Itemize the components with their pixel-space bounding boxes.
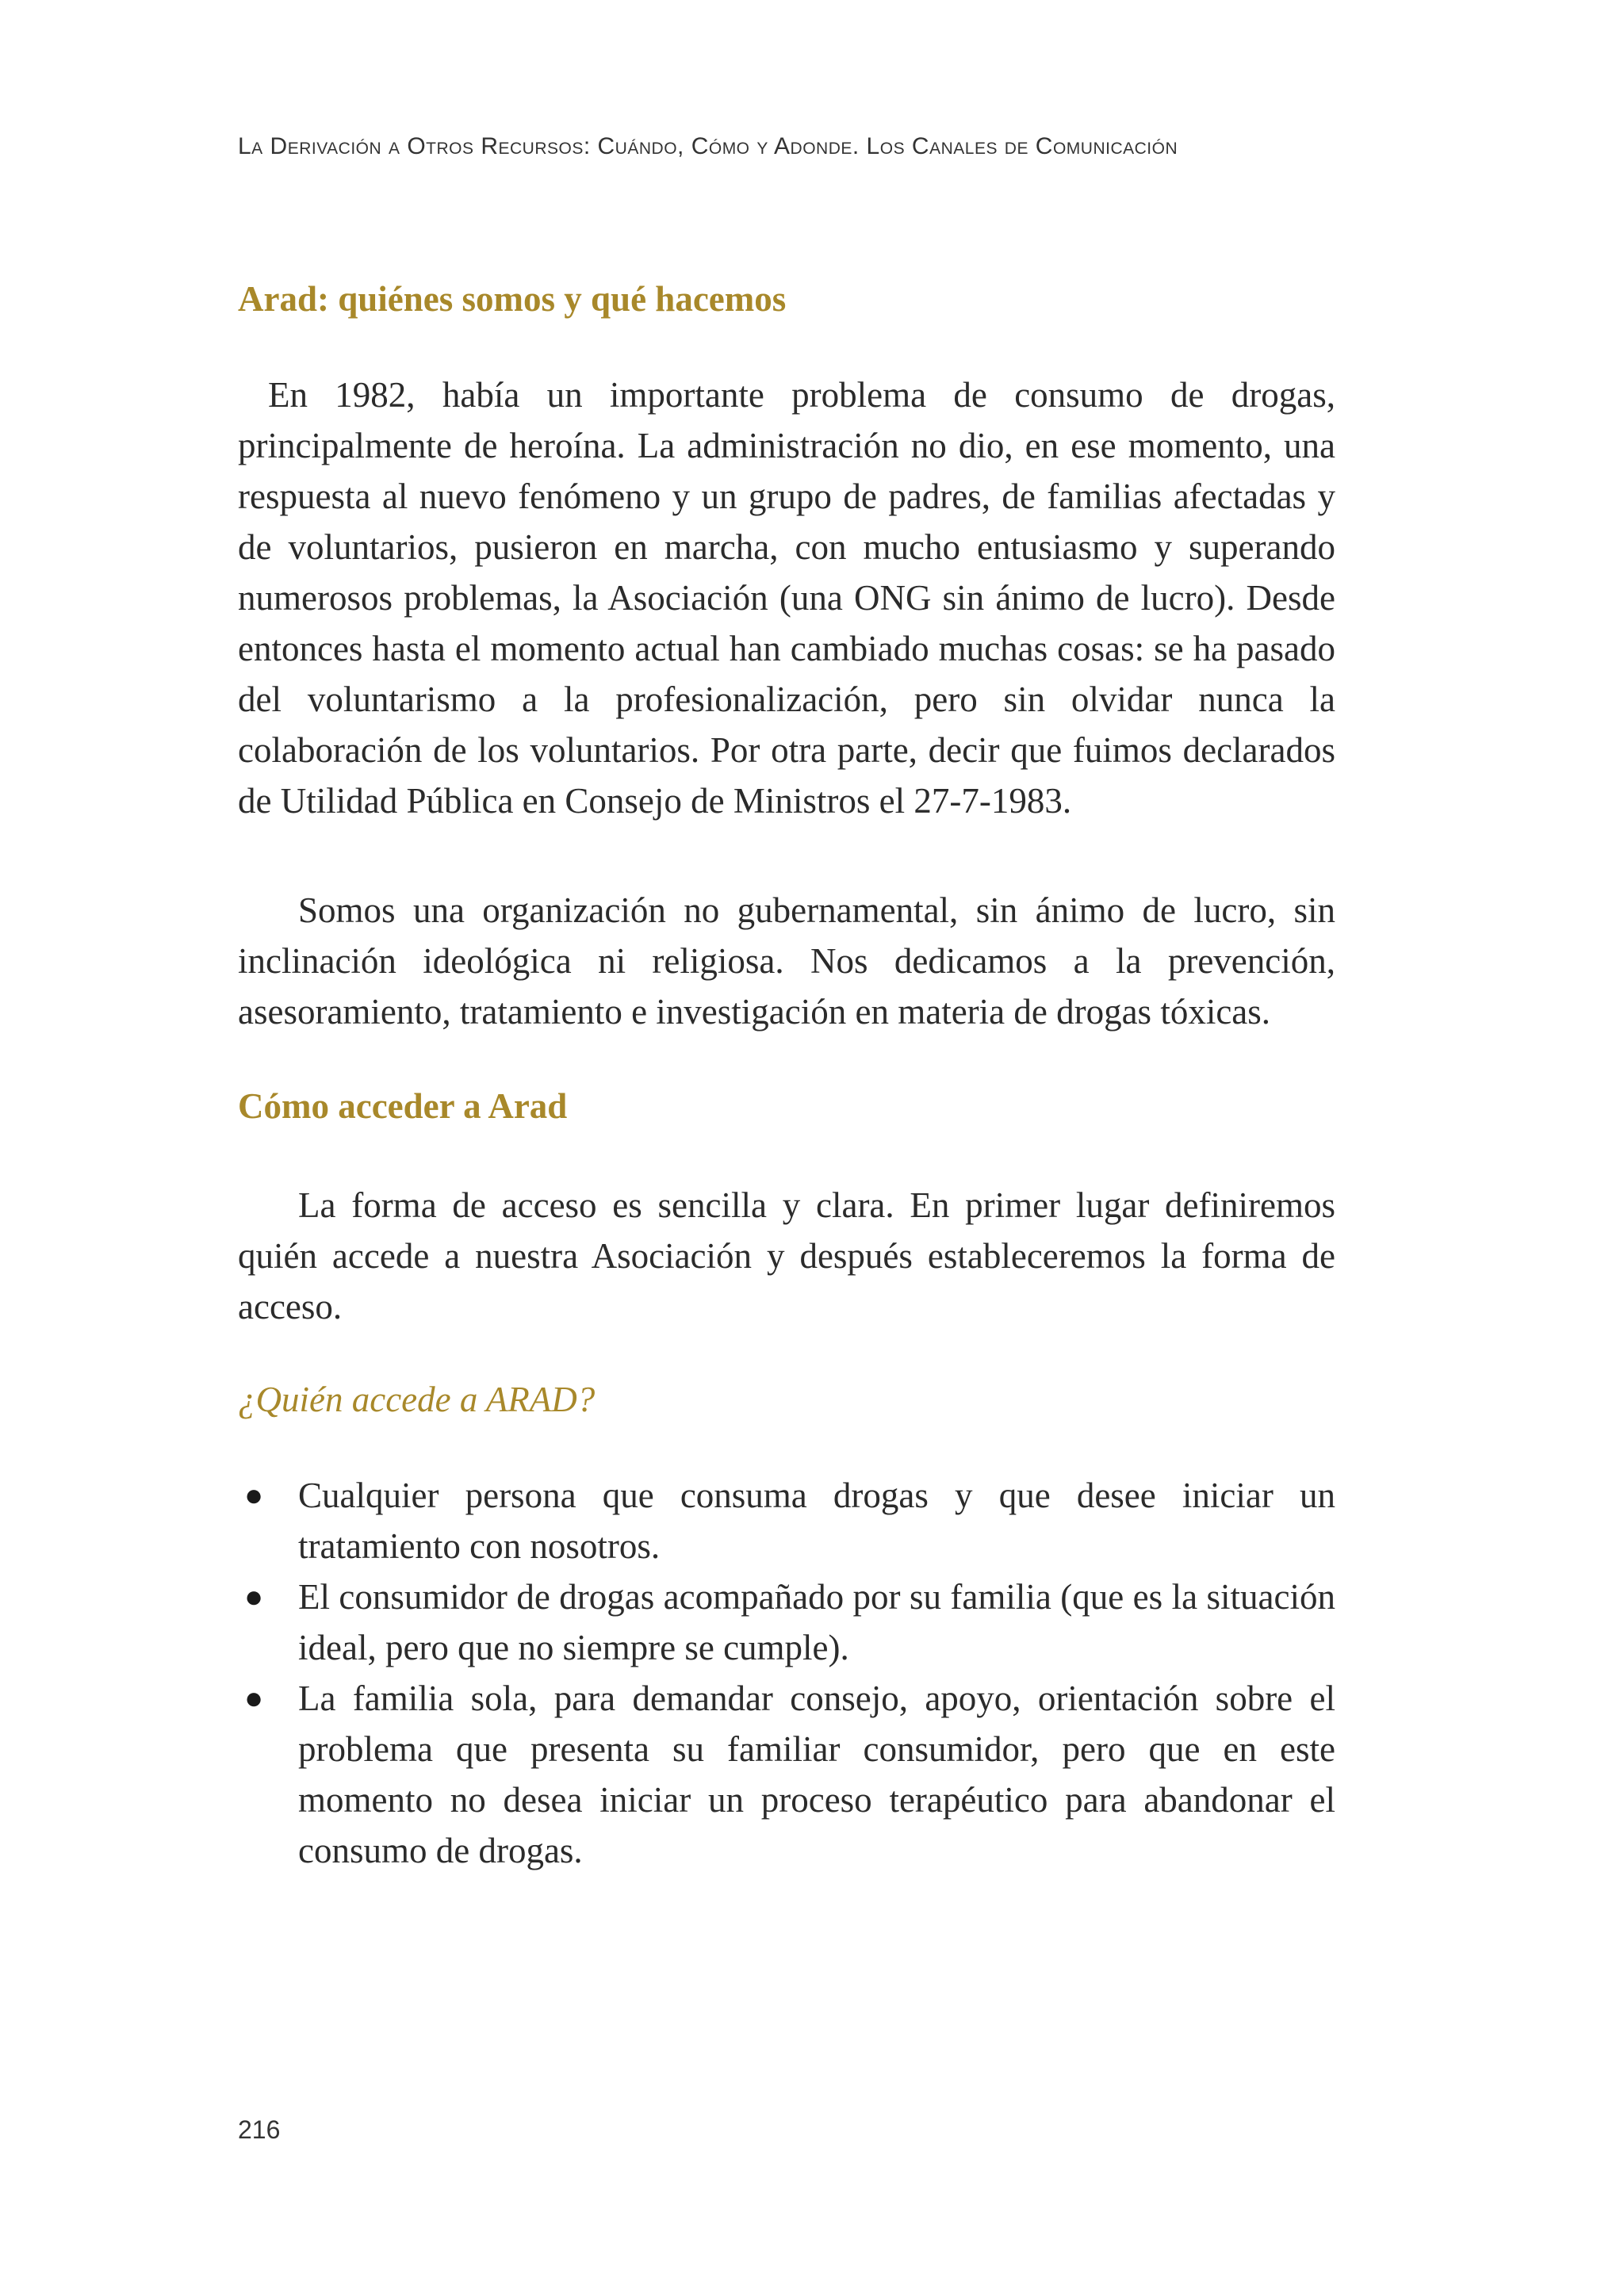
list-item bbox=[238, 1673, 1335, 1876]
subhead-who-accesses: ¿Quién accede a ARAD? bbox=[238, 1380, 596, 1419]
paragraph-history: En 1982, había un importante problema de consumo de drogas, principalmente de heroína. La administración no dio, en ese momento, una respuesta al nuevo fenómeno y un grupo de padres, de familias afectadas y de voluntarios, pusieron en marcha, con mucho entusiasmo y superando numerosos problemas, la Asociación (una ONG sin ánimo de lucro). Desde entonces hasta el momento actual han cambiado muchas cosas: se ha pasado del voluntarismo a la profesionalización, pero sin olvidar nunca la colaboración de los voluntarios. Por otra parte, decir que fuimos declarados de Utilidad Pública en Consejo de Ministros el 27-7-1983. bbox=[238, 375, 1335, 821]
page-number: 216 bbox=[238, 2115, 281, 2144]
section-title-access: Cómo acceder a Arad bbox=[238, 1086, 568, 1126]
section-title-arad: Arad: quiénes somos y qué hacemos bbox=[238, 279, 787, 319]
page-content bbox=[238, 278, 1335, 1876]
bullet-icon: ● bbox=[244, 1579, 264, 1614]
bullet-list bbox=[238, 1470, 1335, 1876]
list-item-text: El consumidor de drogas acompañado por su familia (que es la situación ideal, pero que no siempre se cumple). bbox=[298, 1577, 1335, 1667]
paragraph-organization: Somos una organización no gubernamental, sin ánimo de lucro, sin inclinación ideológica ni religiosa. Nos dedicamos a la prevención, asesoramiento, tratamiento e investigación en materia de drogas tóxicas. bbox=[238, 890, 1335, 1032]
paragraph-access: La forma de acceso es sencilla y clara. En primer lugar definiremos quién accede a nuestra Asociación y después estableceremos la forma de acceso. bbox=[238, 1185, 1335, 1326]
list-item-text: Cualquier persona que consuma drogas y que desee iniciar un tratamiento con nosotros. bbox=[298, 1476, 1335, 1566]
list-item bbox=[238, 1470, 1335, 1571]
list-item bbox=[238, 1571, 1335, 1673]
bullet-icon: ● bbox=[244, 1680, 264, 1716]
running-header: La Derivación a Otros Recursos: Cuándo, Cómo y Adonde. Los Canales de Comunicación bbox=[238, 133, 1178, 159]
list-item-text: La familia sola, para demandar consejo, apoyo, orientación sobre el problema que presenta su familiar consumidor, pero que en este momento no desea iniciar un proceso terapéutico para abandonar el consumo de drogas. bbox=[298, 1679, 1335, 1870]
bullet-icon: ● bbox=[244, 1477, 264, 1513]
